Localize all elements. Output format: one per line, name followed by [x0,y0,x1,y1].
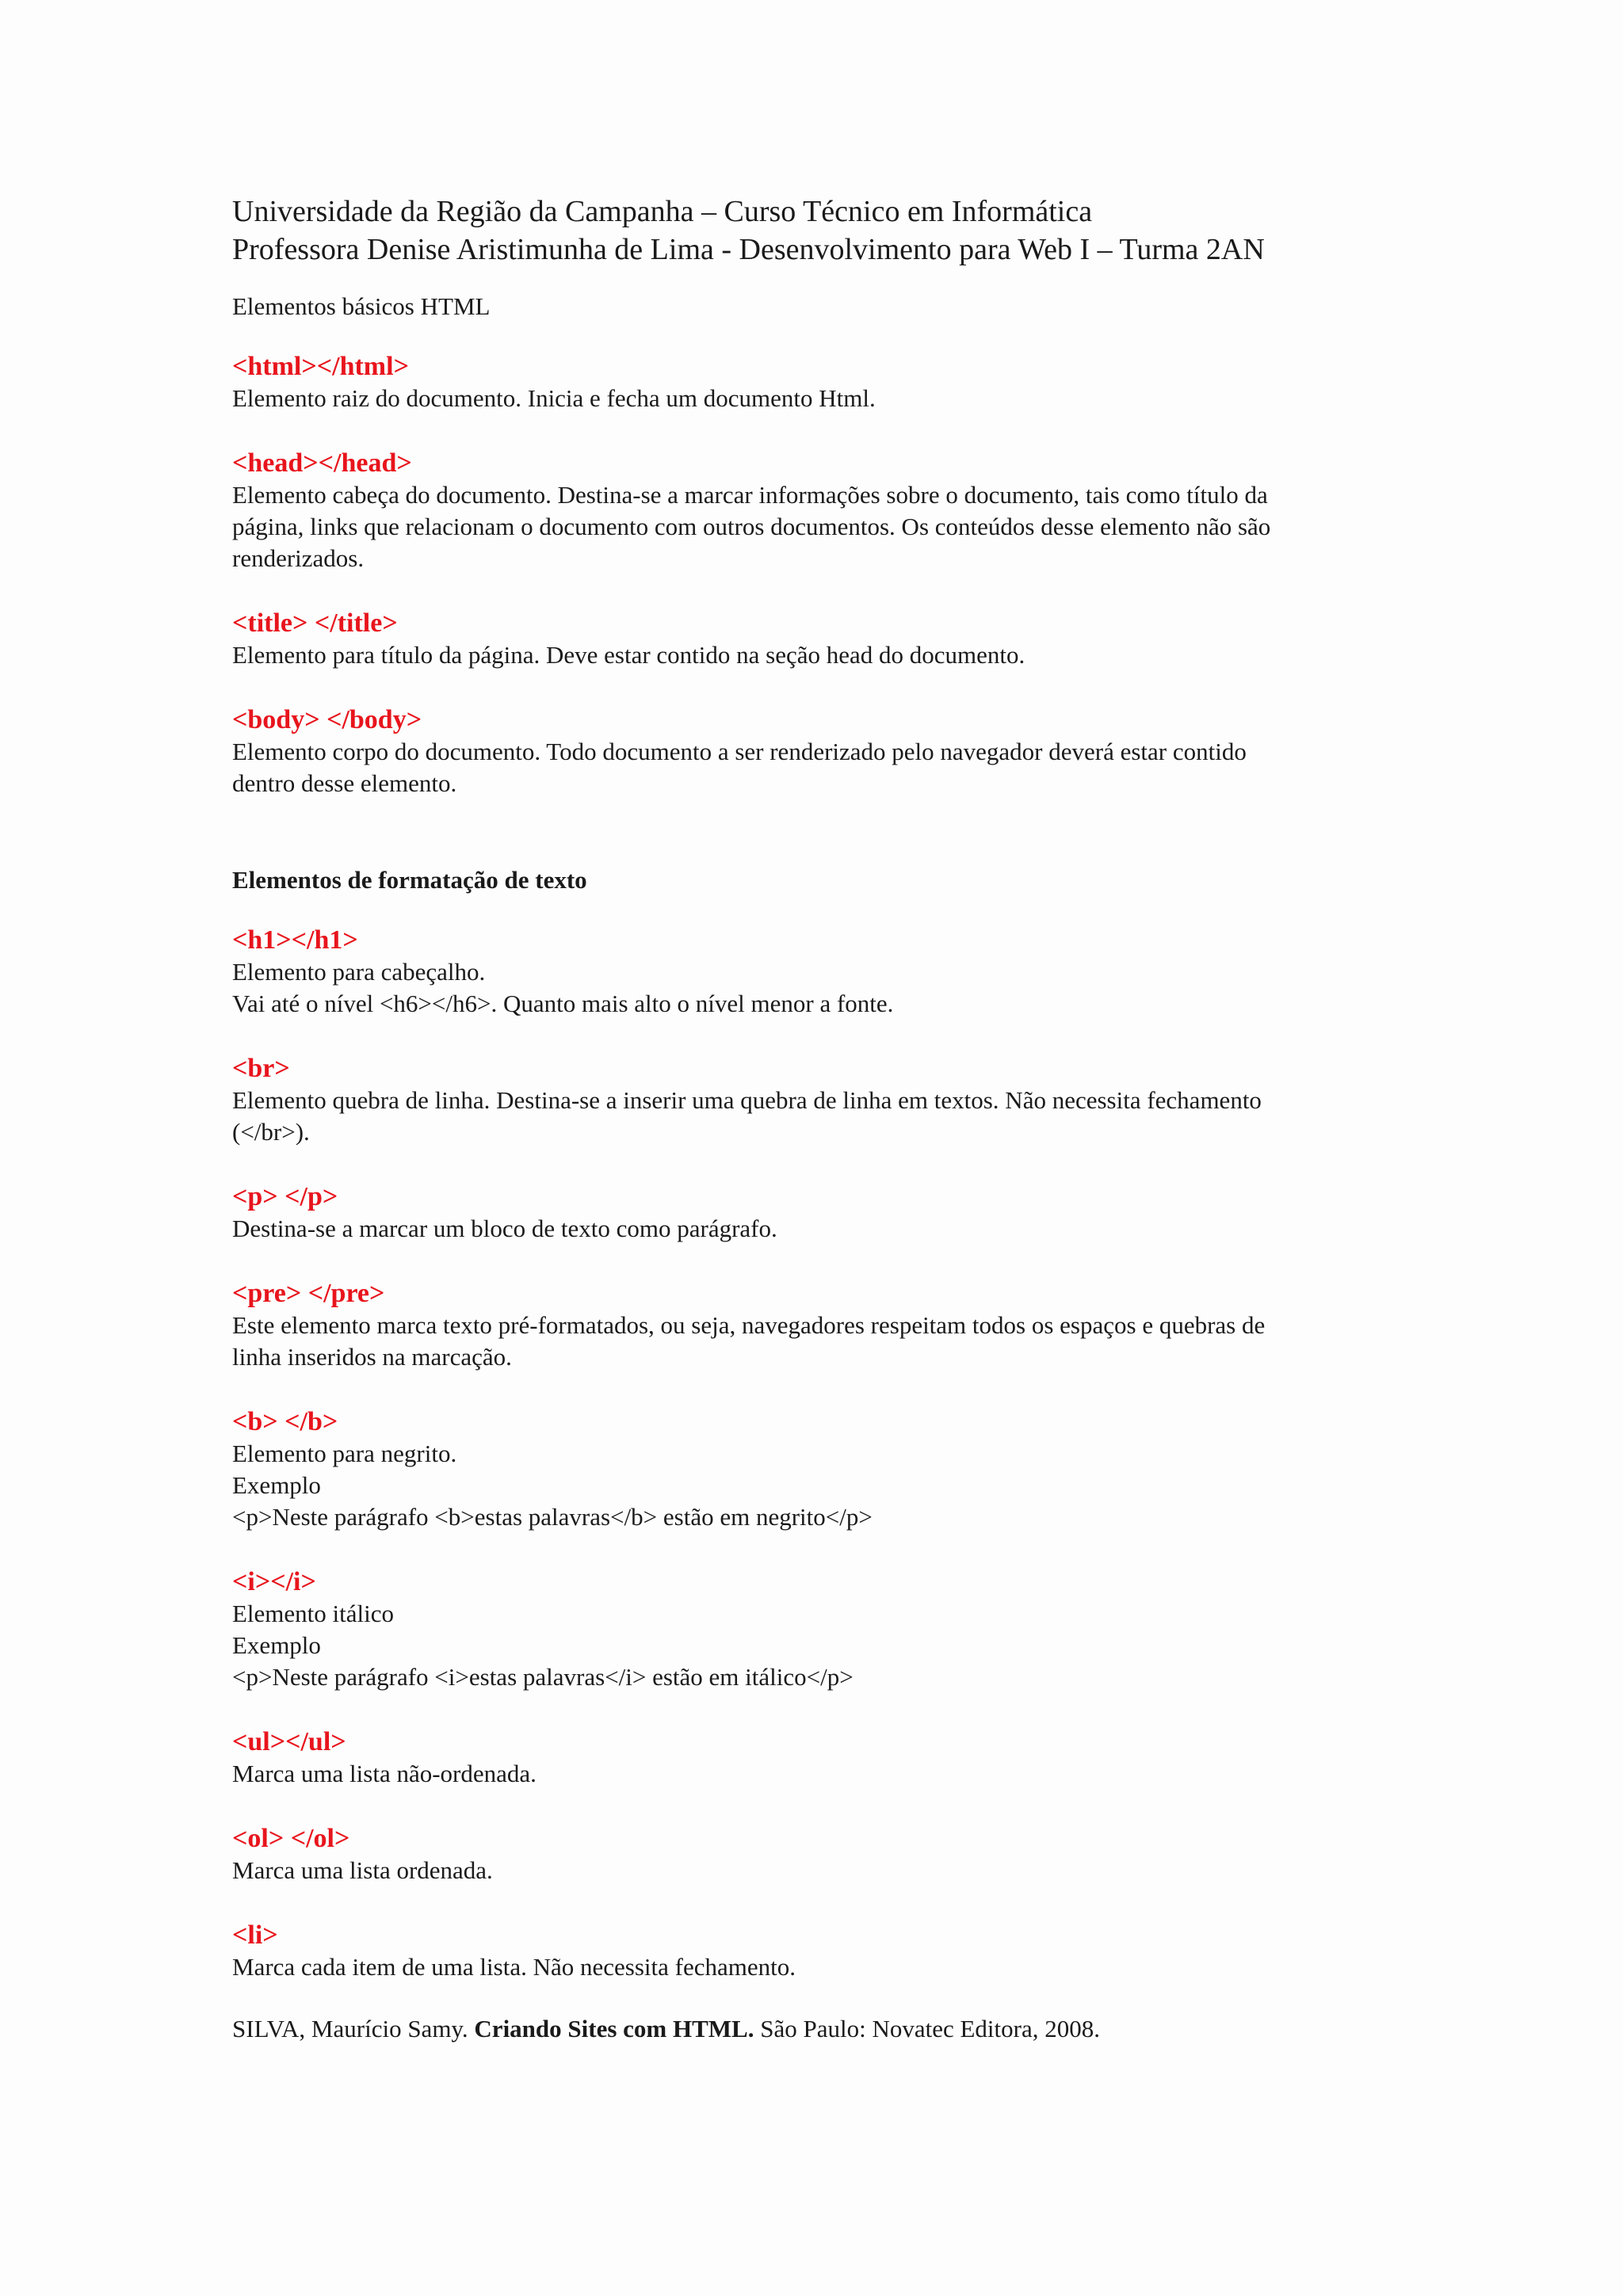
header-institution: Universidade da Região da Campanha – Curso Técnico em Informática [232,195,1093,228]
element-description-line: Marca uma lista ordenada. [232,1856,493,1884]
element-tag: <body> </body> [232,705,422,734]
formatting-element-entry [232,1823,1405,1886]
element-description-line: Elemento corpo do documento. Todo documento a ser renderizado pelo navegador deverá estar contido [232,738,1247,765]
element-description-line: Marca cada item de uma lista. Não necessita fechamento. [232,1953,796,1981]
element-description-line: linha inseridos na marcação. [232,1343,512,1371]
basic-elements-list [232,351,1405,799]
reference-publisher: São Paulo: Novatec Editora, 2008. [754,2015,1100,2042]
element-tag: <ul></ul> [232,1727,346,1756]
element-description-line: Elemento itálico [232,1600,395,1627]
element-description-line: Exemplo [232,1631,321,1659]
formatting-element-entry [232,1053,1405,1148]
basic-element-entry [232,704,1405,799]
document-content [232,193,1405,2045]
formatting-element-entry [232,925,1405,1020]
element-tag: <pre> </pre> [232,1279,385,1308]
element-description-line: Exemplo [232,1471,321,1499]
header-course-info: Professora Denise Aristimunha de Lima - Desenvolvimento para Web I – Turma 2AN [232,233,1265,266]
element-description-line: (</br>). [232,1118,310,1146]
element-description-line: Elemento cabeça do documento. Destina-se a marcar informações sobre o documento, tais como título da [232,481,1268,509]
element-description-line: renderizados. [232,544,365,572]
formatting-element-entry [232,1278,1405,1373]
element-description-line: Vai até o nível <h6></h6>. Quanto mais alto o nível menor a fonte. [232,990,894,1017]
formatting-element-entry [232,1406,1405,1533]
element-description-line: Elemento quebra de linha. Destina-se a inserir uma quebra de linha em textos. Não necessita fechamento [232,1086,1262,1114]
reference-book-title: Criando Sites com HTML. [474,2015,754,2042]
element-description-line: <p>Neste parágrafo <b>estas palavras</b> estão em negrito</p> [232,1503,873,1531]
element-description-line: Elemento para cabeçalho. [232,958,486,986]
element-tag: <title> </title> [232,608,398,638]
formatting-element-entry [232,1181,1405,1245]
formatting-element-entry [232,1566,1405,1693]
element-description-line: Este elemento marca texto pré-formatados, ou seja, navegadores respeitam todos os espaços e quebras de [232,1311,1266,1339]
element-tag: <br> [232,1054,290,1083]
element-description-line: Elemento para negrito. [232,1440,457,1467]
reference-author: SILVA, Maurício Samy. [232,2015,475,2042]
element-tag: <html></html> [232,352,409,381]
element-tag: <i></i> [232,1567,316,1596]
element-description-line: Elemento para título da página. Deve estar contido na seção head do documento. [232,641,1025,669]
element-tag: <b> </b> [232,1407,338,1436]
formatting-section-title: Elementos de formatação de texto [232,866,587,894]
element-description-line: Destina-se a marcar um bloco de texto como parágrafo. [232,1215,777,1242]
element-tag: <li> [232,1920,278,1950]
element-description-line: <p>Neste parágrafo <i>estas palavras</i> estão em itálico</p> [232,1663,854,1691]
element-description-line: dentro desse elemento. [232,769,457,797]
element-tag: <head></head> [232,448,412,478]
basic-element-entry [232,351,1405,414]
intro-heading: Elementos básicos HTML [232,292,491,320]
element-tag: <p> </p> [232,1182,338,1211]
element-description-line: Marca uma lista não-ordenada. [232,1760,537,1787]
element-tag: <ol> </ol> [232,1824,350,1853]
element-tag: <h1></h1> [232,925,358,955]
formatting-elements-list [232,925,1405,1983]
element-description-line: Elemento raiz do documento. Inicia e fecha um documento Html. [232,384,876,412]
formatting-element-entry [232,1920,1405,1983]
formatting-element-entry [232,1726,1405,1790]
bibliographic-reference [232,2013,1405,2045]
basic-element-entry [232,608,1405,671]
basic-element-entry [232,448,1405,574]
element-description-line: página, links que relacionam o documento com outros documentos. Os conteúdos desse elemento não são [232,513,1271,540]
